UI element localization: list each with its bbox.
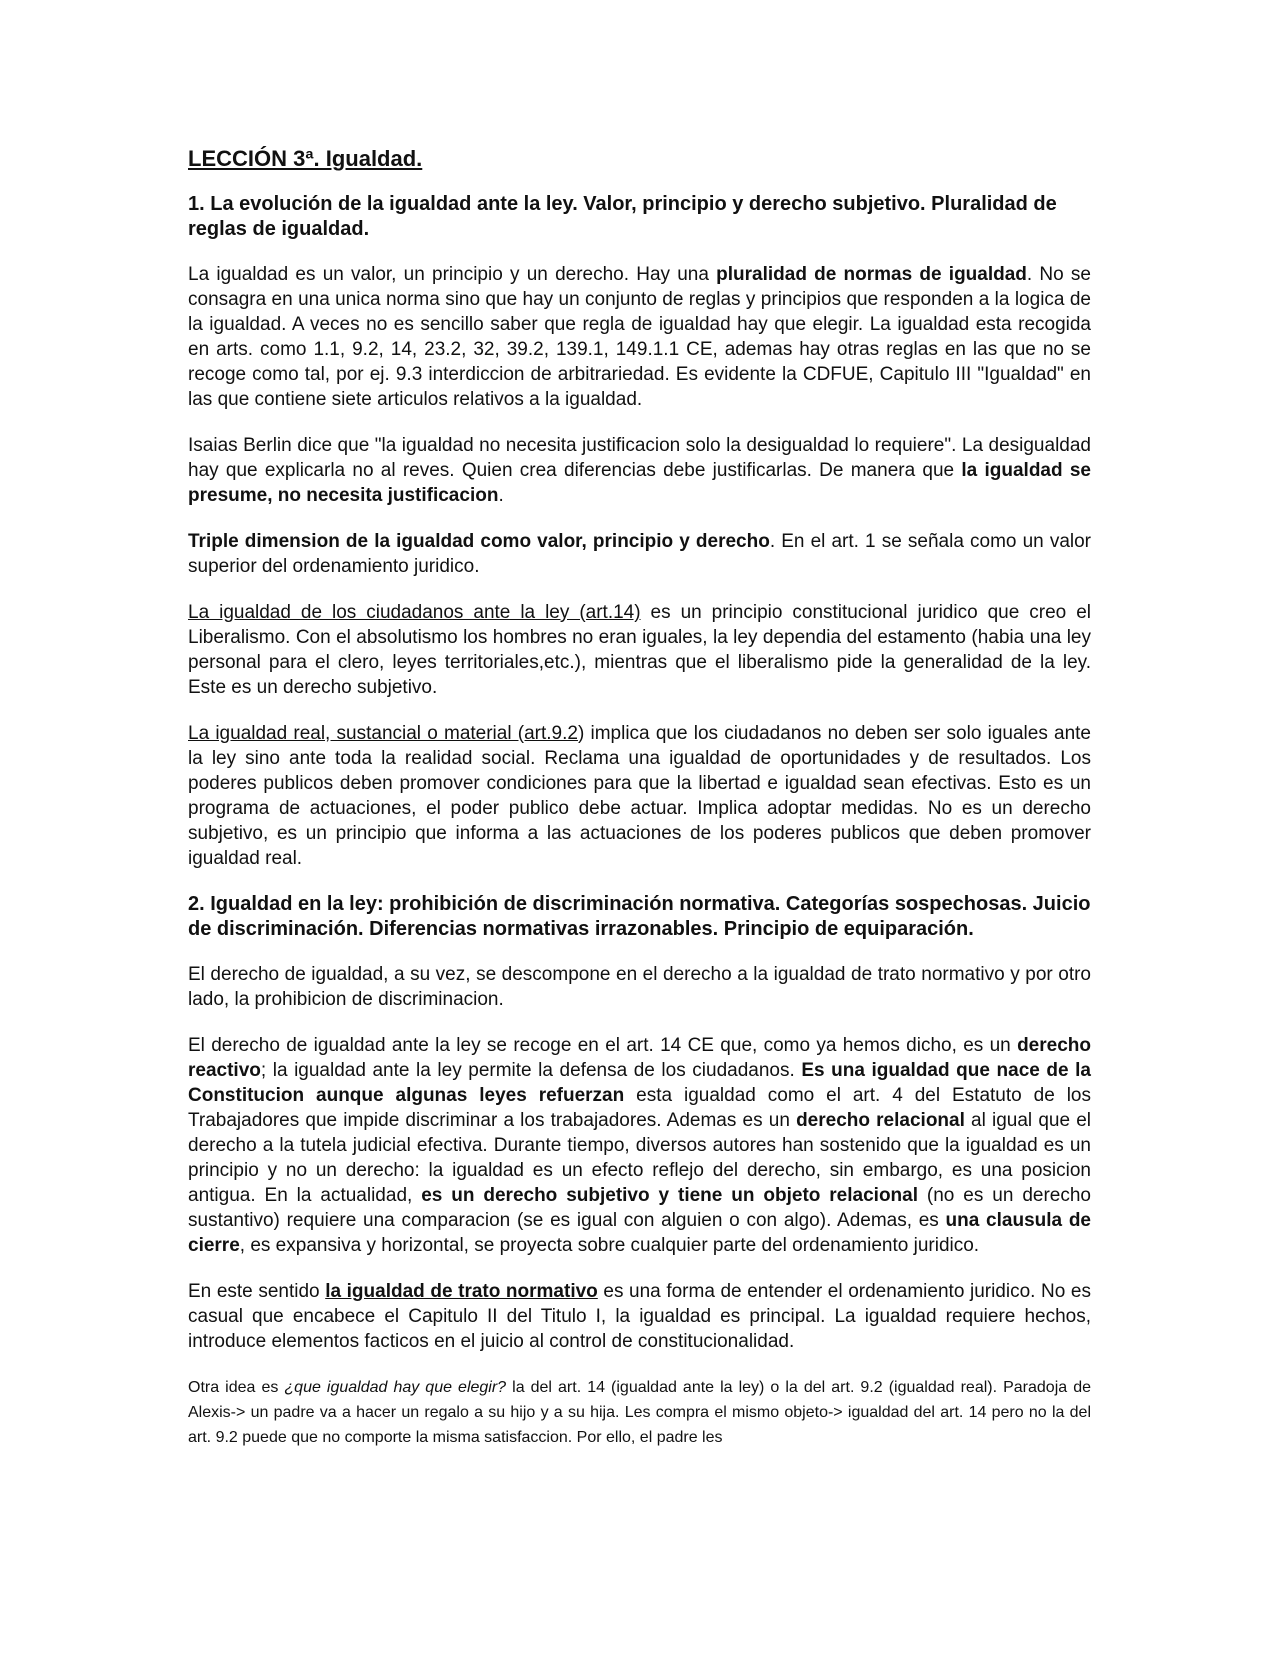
section-1-paragraph-3: [188, 529, 1091, 579]
text-run: .: [498, 485, 504, 506]
text-run: ; la igualdad ante la ley permite la defensa de los ciudadanos.: [260, 1060, 802, 1081]
text-run: ) implica que los ciudadanos no deben ser solo iguales ante la ley sino ante toda la realidad social. Reclama una igualdad de oportunidades y de resultados. Los poderes publicos deben promover condiciones para que la libertad e igualdad sean efectivas. Esto es un programa de actuaciones, el poder publico debe actuar. Implica adoptar medidas. No es un derecho subjetivo, es un principio que informa a las actuaciones de los poderes publicos que deben promover igualdad real.: [188, 723, 1092, 869]
text-run: En este sentido: [188, 1281, 326, 1302]
text-run: (no es un derecho sustantivo) requiere una comparacion (se es igual con alguien o con algo). Ademas, es: [188, 1185, 1091, 1231]
text-run: El derecho de igualdad ante la ley se recoge en el art. 14 CE que, como ya hemos dicho, es un: [188, 1035, 1018, 1056]
text-run: Isaias Berlin dice que "la igualdad no necesita justificacion solo la desigualdad lo requiere". La desigualdad hay que explicarla no al reves. Quien crea diferencias debe justificarlas. De manera que: [188, 435, 1091, 481]
bold-text: es un derecho subjetivo y tiene un objeto relacional: [421, 1185, 918, 1206]
bold-text: una clausula de cierre: [188, 1210, 1091, 1256]
bold-text: pluralidad de normas de igualdad: [716, 264, 1027, 285]
text-run: esta igualdad como el art. 4 del Estatuto de los Trabajadores que impide discriminar a los trabajadores. Ademas es un: [188, 1085, 1091, 1131]
text-run: . En el art. 1 se señala como un valor superior del ordenamiento juridico.: [188, 531, 1091, 577]
bold-text: Triple dimension de la igualdad como valor, principio y derecho: [188, 531, 770, 552]
section-1-paragraph-2: [188, 433, 1091, 508]
section-1-paragraph-1: [188, 262, 1091, 412]
section-1-heading: 1. La evolución de la igualdad ante la ley. Valor, principio y derecho subjetivo. Pluralidad de reglas de igualdad.: [188, 193, 1057, 240]
section-1-paragraph-5: [188, 721, 1091, 871]
section-2-paragraph-3: [188, 1279, 1091, 1354]
bold-text: la igualdad se presume, no necesita justificacion: [188, 460, 1091, 506]
underlined-text: La igualdad de los ciudadanos ante la ley (art.14): [188, 602, 641, 623]
section-2-paragraph-1: El derecho de igualdad, a su vez, se descompone en el derecho a la igualdad de trato normativo y por otro lado, la prohibicion de discriminacion.: [188, 964, 1091, 1010]
section-2-heading: 2. Igualdad en la ley: prohibición de discriminación normativa. Categorías sospechosas. Juicio de discriminación. Diferencias normativas irrazonables. Principio de equiparación.: [188, 893, 1091, 940]
italic-text: ¿que igualdad hay que elegir?: [284, 1379, 507, 1396]
bold-text: derecho relacional: [796, 1110, 965, 1131]
bold-underlined-text: la igualdad de trato normativo: [325, 1281, 598, 1302]
section-1-paragraph-4: [188, 600, 1091, 700]
text-run: al igual que el derecho a la tutela judicial efectiva. Durante tiempo, diversos autores han sostenido que la igualdad es un principio y no un derecho: la igualdad es un efecto reflejo del derecho, sin embargo, es una posicion antigua. En la actualidad,: [188, 1110, 1091, 1206]
section-2-paragraph-4: [188, 1375, 1091, 1450]
bold-text: derecho reactivo: [188, 1035, 1091, 1081]
lesson-title: LECCIÓN 3ª. Igualdad.: [188, 146, 423, 171]
bold-text: Es una igualdad que nace de la Constitucion aunque algunas leyes refuerzan: [188, 1060, 1091, 1106]
text-run: es una forma de entender el ordenamiento juridico. No es casual que encabece el Capitulo II del Titulo I, la igualdad es principal. La igualdad requiere hechos, introduce elementos facticos en el juicio al control de constitucionalidad.: [188, 1281, 1091, 1352]
text-run: la del art. 14 (igualdad ante la ley) o la del art. 9.2 (igualdad real). Paradoja de Alexis-> un padre va a hacer un regalo a su hijo y a su hija. Les compra el mismo objeto-> igualdad del art. 14 pero no la del art. 9.2 puede que no comporte la misma satisfaccion. Por ello, el padre les: [188, 1379, 1091, 1446]
underlined-text: La igualdad real, sustancial o material (art.9.2: [188, 723, 578, 744]
section-2-paragraph-2: [188, 1033, 1091, 1258]
text-run: Otra idea es: [188, 1379, 285, 1396]
document-page: [188, 144, 1091, 1450]
text-run: . No se consagra en una unica norma sino que hay un conjunto de reglas y principios que responden a la logica de la igualdad. A veces no es sencillo saber que regla de igualdad hay que elegir. La igualdad esta recogida en arts. como 1.1, 9.2, 14, 23.2, 32, 39.2, 139.1, 149.1.1 CE, ademas hay otras reglas en las que no se recoge como tal, por ej. 9.3 interdiccion de arbitrariedad. Es evidente la CDFUE, Capitulo III "Igualdad" en las que contiene siete articulos relativos a la igualdad.: [188, 264, 1091, 410]
text-run: , es expansiva y horizontal, se proyecta sobre cualquier parte del ordenamiento juridico.: [239, 1235, 980, 1256]
text-run: La igualdad es un valor, un principio y un derecho. Hay una: [188, 264, 717, 285]
text-run: es un principio constitucional juridico que creo el Liberalismo. Con el absolutismo los hombres no eran iguales, la ley dependia del estamento (habia una ley personal para el clero, leyes territoriales,etc.), mientras que el liberalismo pide la generalidad de la ley. Este es un derecho subjetivo.: [188, 602, 1091, 698]
